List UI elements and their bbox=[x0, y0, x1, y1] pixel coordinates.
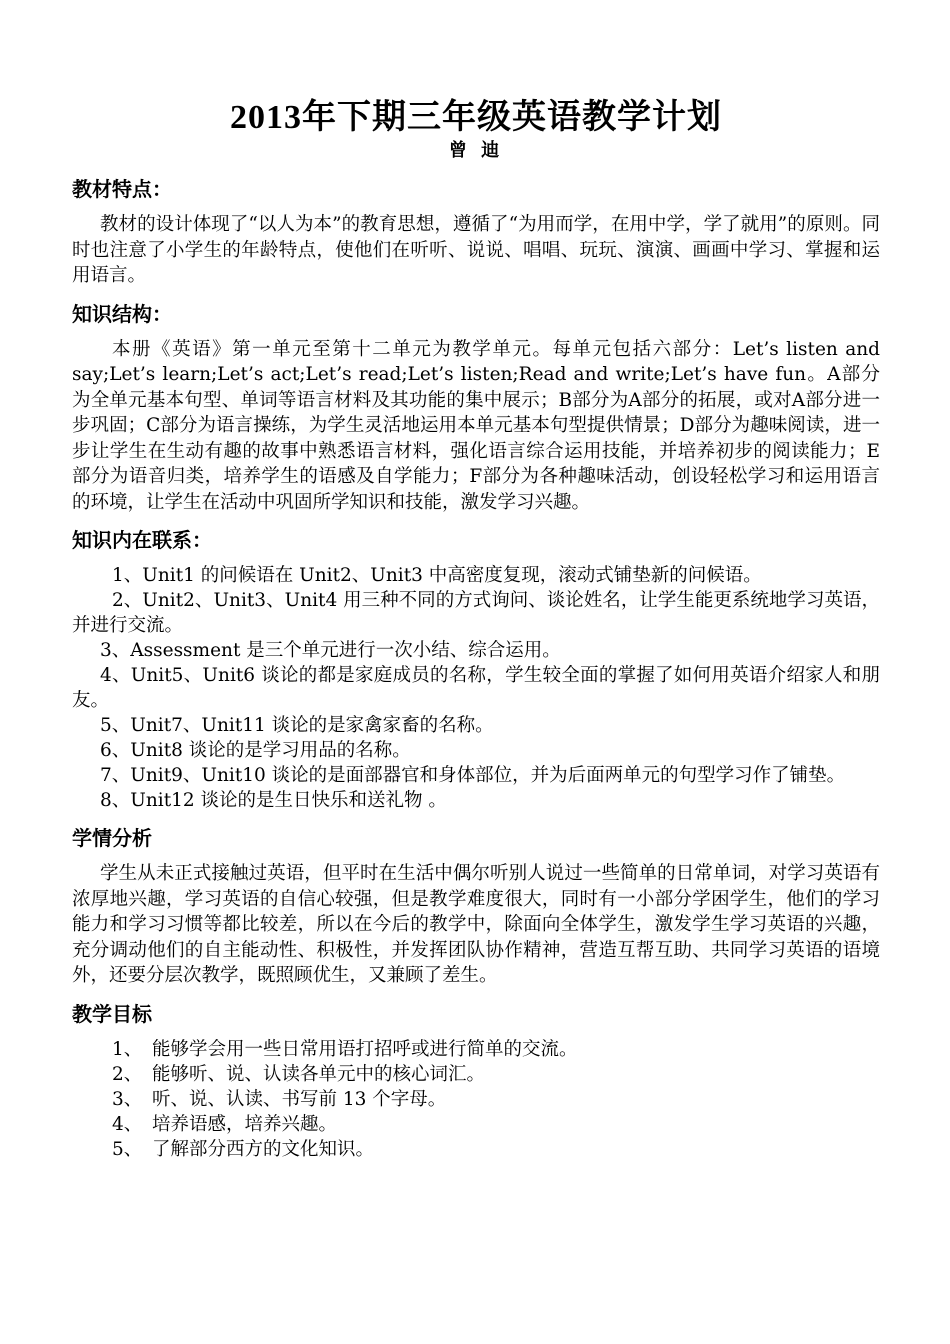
section-body: 本册《英语》第一单元至第十二单元为教学单元。每单元包括六部分：Let’s listen and say;Let’s learn;Let’s act;Let’s read;Let’s listen;Read and write;Let’s have fun。A部分为全单元基本句型、单词等语言材料及其功能的集中展示；B部分为A部分的拓展，或对A部分进一步巩固；C部分为语言操练，为学生灵活地运用本单元基本句型提供情景；D部分为趣味阅读，进一步让学生在生动有趣的故事中熟悉语言材料，强化语言综合运用技能，并培养初步的阅读能力；E部分为语音归类，培养学生的语感及自学能力；F部分为各种趣味活动，创设轻松学习和运用语言的环境，让学生在活动中巩固所学知识和技能，激发学习兴趣。 bbox=[72, 338, 880, 513]
goal-number: 2、 bbox=[112, 1063, 143, 1085]
list-item: 2、Unit2、Unit3、Unit4 用三种不同的方式询问、谈论姓名，让学生能更系统地学习英语，并进行交流。 bbox=[72, 590, 880, 636]
list-item: 3、Assessment 是三个单元进行一次小结、综合运用。 bbox=[100, 640, 561, 661]
section-heading: 知识结构： bbox=[72, 301, 172, 326]
goal-item bbox=[72, 1087, 880, 1112]
goal-text: 能够听、说、认读各单元中的核心词汇。 bbox=[152, 1063, 486, 1085]
document-page bbox=[72, 96, 880, 1174]
section-heading: 学情分析 bbox=[72, 826, 152, 850]
section-structure bbox=[72, 301, 880, 516]
document-title: 2013年下期三年级英语教学计划 bbox=[230, 99, 722, 136]
section-features bbox=[72, 176, 880, 289]
section-heading: 教材特点： bbox=[72, 177, 172, 201]
goal-text: 培养语感，培养兴趣。 bbox=[152, 1113, 338, 1135]
goal-item bbox=[72, 1112, 880, 1137]
goal-number: 3、 bbox=[112, 1088, 143, 1110]
section-analysis bbox=[72, 825, 880, 989]
goal-text: 听、说、认读、书写前 13 个字母。 bbox=[152, 1088, 447, 1110]
section-relations bbox=[72, 527, 880, 813]
goal-text: 能够学会用一些日常用语打招呼或进行简单的交流。 bbox=[152, 1038, 578, 1060]
list-item: 5、Unit7、Unit11 谈论的是家禽家畜的名称。 bbox=[100, 715, 494, 736]
goal-text: 了解部分西方的文化知识。 bbox=[152, 1138, 375, 1160]
goal-item bbox=[72, 1037, 880, 1062]
list-item: 1、Unit1 的问候语在 Unit2、Unit3 中高密度复现，滚动式铺垫新的问候语。 bbox=[112, 565, 762, 586]
section-body: 学生从未正式接触过英语，但平时在生活中偶尔听别人说过一些简单的日常单词，对学习英语有浓厚地兴趣，学习英语的自信心较强，但是教学难度很大，同时有一小部分学困学生，他们的学习能力和学习习惯等都比较差，所以在今后的教学中，除面向全体学生，激发学生学习英语的兴趣，充分调动他们的自主能动性、积极性，并发挥团队协作精神，营造互帮互助、共同学习英语的语境外，还要分层次教学，既照顾优生，又兼顾了差生。 bbox=[72, 863, 880, 986]
document-author: 曾 迪 bbox=[448, 140, 504, 161]
list-item: 4、Unit5、Unit6 谈论的都是家庭成员的名称，学生较全面的掌握了如何用英语介绍家人和朋友。 bbox=[72, 665, 880, 711]
section-body: 教材的设计体现了“以人为本”的教育思想，遵循了“为用而学，在用中学，学了就用”的原则。同时也注意了小学生的年龄特点，使他们在听听、说说、唱唱、玩玩、演演、画画中学习、掌握和运用语言。 bbox=[72, 214, 880, 286]
section-heading: 教学目标 bbox=[72, 1001, 152, 1026]
section-goals bbox=[72, 1001, 880, 1162]
goal-number: 5、 bbox=[112, 1138, 143, 1160]
list-item: 6、Unit8 谈论的是学习用品的名称。 bbox=[100, 740, 411, 761]
goal-number: 1、 bbox=[112, 1038, 143, 1060]
goal-item bbox=[72, 1137, 880, 1162]
goal-item bbox=[72, 1062, 880, 1087]
list-item: 8、Unit12 谈论的是生日快乐和送礼物 。 bbox=[100, 790, 447, 811]
goal-number: 4、 bbox=[112, 1113, 143, 1135]
section-heading: 知识内在联系： bbox=[72, 528, 212, 552]
list-item: 7、Unit9、Unit10 谈论的是面部器官和身体部位，并为后面两单元的句型学习作了铺垫。 bbox=[100, 765, 846, 786]
